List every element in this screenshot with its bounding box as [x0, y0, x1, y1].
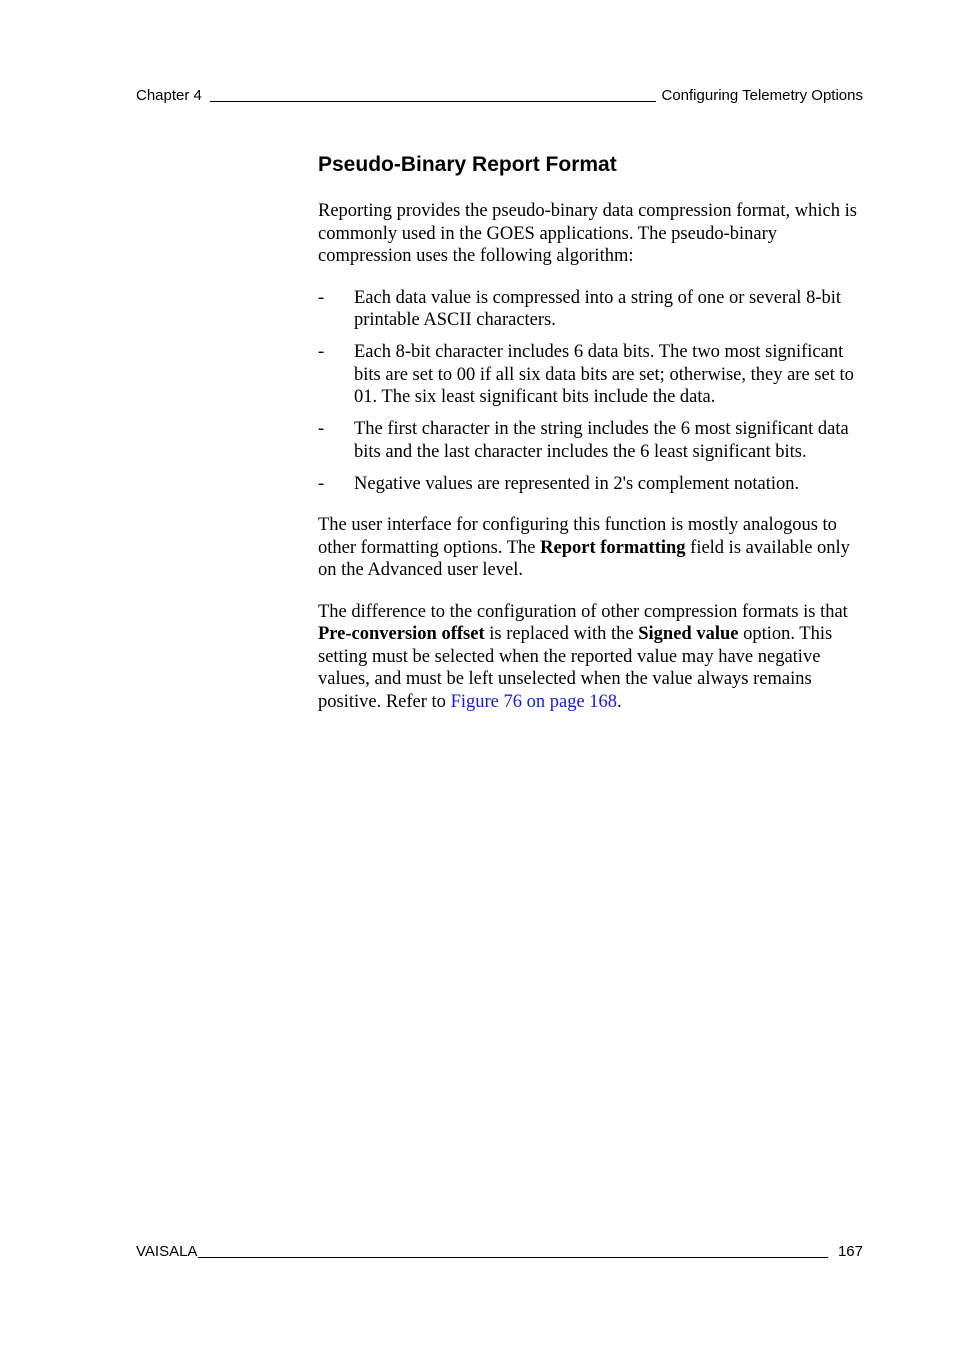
diff-text-2: is replaced with the	[484, 624, 639, 644]
main-content	[318, 150, 866, 732]
list-item	[318, 418, 866, 463]
algorithm-list	[318, 287, 866, 496]
list-item	[318, 473, 866, 496]
dash-bullet: -	[318, 342, 325, 362]
signed-value-term: Signed value	[638, 624, 739, 644]
dash-bullet: -	[318, 419, 325, 439]
list-item-text: Negative values are represented in 2's complement notation.	[354, 473, 800, 494]
footer-rule	[198, 1257, 828, 1258]
company-name: VAISALA	[136, 1243, 198, 1260]
ui-text-after: field is available only on the Advanced user level.	[318, 537, 850, 580]
intro-paragraph: Reporting provides the pseudo-binary data compression format, which is commonly used in the GOES applications. The pseudo-binary compression uses the following algorithm:	[318, 201, 857, 266]
report-formatting-term: Report formatting	[540, 537, 686, 558]
ui-paragraph	[318, 514, 866, 582]
list-item-text: The first character in the string includes the 6 most significant data bits and the last character includes the 6 least significant bits.	[354, 419, 849, 462]
section-title: Configuring Telemetry Options	[661, 87, 863, 104]
chapter-label: Chapter 4	[136, 87, 202, 104]
dash-bullet: -	[318, 473, 325, 494]
page-header	[136, 86, 863, 106]
difference-paragraph	[318, 601, 866, 714]
diff-text-3: option. This setting must be selected when the reported value may have negative values, and must be left unselected when the value always remains positive. Refer to	[318, 624, 833, 712]
page-title: Pseudo-Binary Report Format	[318, 153, 617, 176]
list-item-text: Each 8-bit character includes 6 data bits. The two most significant bits are set to 00 if all six data bits are set; otherwise, they are set to 01. The six least significant bits include the data.	[354, 342, 854, 407]
diff-text-1: The difference to the configuration of other compression formats is that	[318, 601, 848, 622]
page-number: 167	[837, 1243, 863, 1260]
list-item	[318, 287, 866, 332]
ui-text-before: The user interface for configuring this function is mostly analogous to other formatting options. The	[318, 515, 837, 558]
diff-text-4: .	[617, 691, 622, 712]
pre-conversion-offset-term: Pre-conversion offset	[318, 624, 485, 644]
list-item	[318, 341, 866, 409]
list-item-text: Each data value is compressed into a string of one or several 8-bit printable ASCII characters.	[354, 287, 842, 330]
header-rule	[210, 101, 656, 102]
figure-reference-link[interactable]: Figure 76 on page 168	[450, 691, 618, 712]
page-footer	[136, 1242, 863, 1262]
dash-bullet: -	[318, 287, 325, 308]
